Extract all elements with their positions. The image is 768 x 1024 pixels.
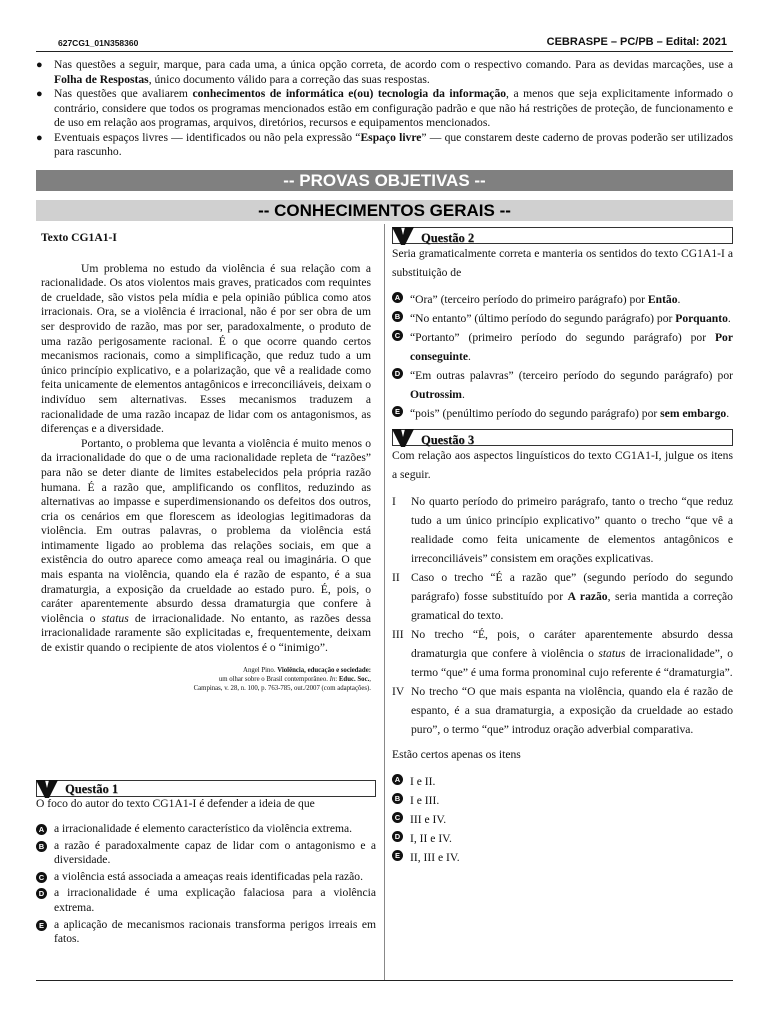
bottom-rule [36, 980, 733, 981]
option-c[interactable]: C “Portanto” (primeiro período do segundo parágrafo) por Por conseguinte. [392, 328, 733, 366]
option-letter-icon: E [392, 406, 403, 417]
instruction-1: ● Nas questões a seguir, marque, para cada uma, a única opção correta, de acordo com o respectivo comando. Para as devidas marcações, use a Folha de Respostas, único documento válido para a correção das suas respostas. [36, 58, 733, 86]
item-ii: II Caso o trecho “É a razão que” (segundo período do segundo parágrafo) fosse substituído por A razão, seria mantida a correção gramatical do texto. [392, 571, 733, 622]
question-3-closing: Estão certos apenas os itens [392, 748, 521, 761]
option-letter-icon: D [392, 368, 403, 379]
question-marker-icon [392, 429, 414, 447]
banner-conhecimentos-gerais: -- CONHECIMENTOS GERAIS -- [36, 200, 733, 221]
option-letter-icon: B [392, 793, 403, 804]
exam-title: CEBRASPE – PC/PB – Edital: 2021 [546, 36, 727, 48]
option-b[interactable]: B “No entanto” (último período do segundo parágrafo) por Porquanto. [392, 309, 733, 328]
option-letter-icon: B [392, 311, 403, 322]
bullet-icon: ● [36, 131, 43, 144]
item-iii: III No trecho “É, pois, o caráter aparentemente absurdo dessa dramaturgia que confere à violência o status de irracionalidade”, o termo “que” é uma forma pronominal cujo referente é “dramaturgia”. [392, 628, 733, 679]
document-code: 627CG1_01N358360 [58, 38, 139, 48]
text-title: Texto CG1A1-I [41, 231, 117, 244]
paragraph-1: Um problema no estudo da violência é sua relação com a racionalidade. Os atos violentos mais graves, praticados com requintes de crueldade, são vistos pela mídia e pela opinião pública como atos irracionais. Ora, se a violência é irracional, não é por ser obra de um ser desprovido de razão, mas por ser, paradoxalmente, o produto de uma razão perigosamente racional. É o que ocorre quando certos mecanismos racionais, como a simplificação, que reduz tudo a um único princípio explicativo, e a polarização, que vê a realidade como feita unicamente de elementos antagônicos e irreconciliáveis, deixam o indivíduo sem alternativas. Esses mecanismos traduzem a racionalidade de uma razão incapaz de lidar com os antagonismos, as diferenças e a diversidade. [41, 261, 371, 436]
item-i: I No quarto período do primeiro parágrafo, tanto o trecho “que reduz tudo a um único princípio explicativo” quanto o trecho “que vê a realidade como feita unicamente de elementos antagônicos e irreconciliáveis” consistem em orações explicativas. [392, 495, 733, 565]
instruction-3: ● Eventuais espaços livres — identificados ou não pela expressão “Espaço livre” — que constarem deste caderno de provas poderão ser utilizados para rascunho. [36, 130, 733, 158]
option-letter-icon: D [392, 831, 403, 842]
option-e[interactable]: E II, III e IV. [392, 848, 733, 867]
option-a[interactable]: A I e II. [392, 772, 733, 791]
question-3-stem: Com relação aos aspectos linguísticos do texto CG1A1-I, julgue os itens a seguir. [392, 449, 733, 481]
option-a[interactable]: A “Ora” (terceiro período do primeiro parágrafo) por Então. [392, 290, 733, 309]
option-letter-icon: C [392, 812, 403, 823]
paragraph-2: Portanto, o problema que levanta a violência é muito menos o da irracionalidade do que o de uma racionalidade repleta de “razões” para não se deter diante de limites estabelecidos pela própria razão humana. É a razão que, amplificando os conflitos, reduzindo as alternativas ao impasse e superdimensionando os defeitos dos outros, cria os cenários em que florescem as ideologias legitimadoras da violência. Em outras palavras, o problema da violência está intimamente ligado ao problema das relações sociais, em que a existência do outro aparece como ameaça real ou imaginária. O que mais espanta na violência, quando ela é razão de espanto, é a sua dramaturgia, a exposição da crueldade ao estado puro. É, pois, o caráter aparentemente absurdo dessa dramaturgia que confere à violência o status de irracionalidade. No entanto, as razões dessa irracionalidade raramente são explicitadas e, frequentemente, deixam de existir quando o recipiente de atos violentos é o “inimigo”. [41, 436, 371, 655]
option-a[interactable]: A a irracionalidade é elemento característico da violência extrema. [36, 822, 376, 837]
question-3-header [392, 429, 733, 446]
option-d[interactable]: D “Em outras palavras” (terceiro período do segundo parágrafo) por Outrossim. [392, 366, 733, 404]
banner-provas-objetivas: -- PROVAS OBJETIVAS -- [36, 170, 733, 191]
question-2-stem: Seria gramaticalmente correta e manteria os sentidos do texto CG1A1-I a substituição de [392, 247, 733, 279]
question-1-options [36, 822, 376, 949]
question-1-stem: O foco do autor do texto CG1A1-I é defender a ideia de que [36, 797, 315, 810]
option-letter-icon: D [36, 888, 47, 899]
item-iv: IV No trecho “O que mais espanta na violência, quando ela é razão de espanto, é a sua dramaturgia, a exposição da crueldade ao estado puro”, o termo “que” introduz oração adverbial comparativa. [392, 685, 733, 736]
question-2-header [392, 227, 733, 244]
question-1-header [36, 780, 376, 797]
option-letter-icon: A [392, 774, 403, 785]
question-marker-icon [36, 780, 58, 798]
option-b[interactable]: B a razão é paradoxalmente capaz de lidar com o antagonismo e a diversidade. [36, 839, 376, 868]
option-letter-icon: E [392, 850, 403, 861]
option-letter-icon: B [36, 841, 47, 852]
option-letter-icon: A [36, 824, 47, 835]
column-divider [384, 224, 385, 981]
question-1-label: Questão 1 [65, 782, 119, 796]
option-letter-icon: A [392, 292, 403, 303]
page-header [36, 36, 733, 52]
bullet-icon: ● [36, 59, 43, 71]
right-column [392, 227, 733, 867]
option-letter-icon: E [36, 920, 47, 931]
instructions [36, 58, 733, 160]
option-d[interactable]: D I, II e IV. [392, 829, 733, 848]
question-3-label: Questão 3 [421, 433, 475, 447]
question-2-label: Questão 2 [421, 231, 475, 245]
source-credit: Angel Pino. Violência, educação e sociedade: um olhar sobre o Brasil contemporâneo. In: Educ. Soc., Campinas, v. 28, n. 100, p. 763-785, out./2007 (com adaptações). [193, 666, 371, 692]
option-e[interactable]: E a aplicação de mecanismos racionais transforma perigos irreais em fatos. [36, 918, 376, 947]
option-letter-icon: C [392, 330, 403, 341]
bullet-icon: ● [36, 88, 43, 100]
option-c[interactable]: C a violência está associada a ameaças reais identificadas pela razão. [36, 870, 376, 885]
option-b[interactable]: B I e III. [392, 791, 733, 810]
option-e[interactable]: E “pois” (penúltimo período do segundo parágrafo) por sem embargo. [392, 404, 733, 423]
option-d[interactable]: D a irracionalidade é uma explicação falaciosa para a violência extrema. [36, 886, 376, 915]
question-marker-icon [392, 227, 414, 245]
instruction-2: ● Nas questões que avaliarem conhecimentos de informática e(ou) tecnologia da informação, a menos que seja explicitamente informado o contrário, considere que todos os programas mencionados estão em configuração padrão e que não há restrições de proteção, de funcionamento e de uso em relação aos programas, arquivos, diretórios, recursos e equipamentos mencionados. [36, 87, 734, 129]
option-letter-icon: C [36, 872, 47, 883]
option-c[interactable]: C III e IV. [392, 810, 733, 829]
text-passage [41, 231, 371, 693]
